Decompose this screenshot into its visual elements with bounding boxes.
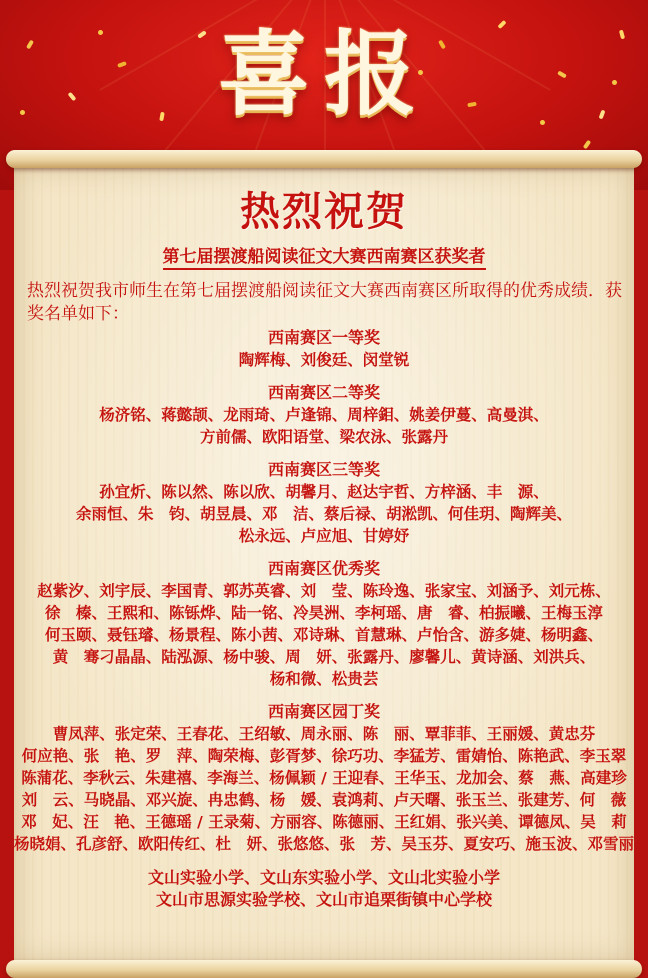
winner-line: 杨济铭、蒋懿颉、龙雨琦、卢逢锦、周梓鉬、姚姜伊蔓、高曼淇、 [99, 406, 549, 424]
award-group-title: 西南赛区二等奖 [267, 383, 380, 402]
main-title: 热烈祝贺 [240, 188, 408, 235]
winner-line: 方前儒、欧阳语堂、梁农泳、张露丹 [199, 428, 448, 446]
school-line: 文山实验小学、文山东实验小学、文山北实验小学 [147, 868, 500, 887]
winner-line: 松永远、卢应旭、甘婷妤 [238, 527, 410, 545]
award-group-title: 西南赛区优秀奖 [267, 559, 380, 578]
award-list [6, 327, 642, 911]
award-group-excellence [6, 558, 642, 690]
winner-line: 杨和微、松贵芸 [269, 670, 379, 688]
teacher-line: 邓 妃、汪 艳、王德瑶 / 王录菊、方丽容、陈德丽、王红娟、张兴美、谭德凤、吴 莉 [21, 813, 627, 831]
award-group-second-prize [6, 382, 642, 448]
award-group-third-prize [6, 459, 642, 547]
teacher-line: 何应艳、张 艳、罗 萍、陶荣梅、彭胥梦、徐巧功、李猛芳、雷婧怡、陈艳武、李玉翠 [21, 747, 627, 765]
teacher-line: 陈蒲花、李秋云、朱建禧、李海兰、杨佩颖 / 王迎春、王华玉、龙加会、蔡 燕、高建珍 [21, 769, 627, 787]
award-group-first-prize [6, 327, 642, 371]
teacher-line: 曹凤萍、张定荣、王春花、王绍敏、周永丽、陈 丽、覃菲菲、王丽媛、黄忠芬 [52, 725, 596, 743]
winner-line: 徐 榛、王熙和、陈铄烨、陆一铭、冷昊洲、李柯瑶、唐 睿、柏振曦、王梅玉淳 [44, 604, 603, 622]
winner-line: 余雨恒、朱 钧、胡昱晨、邓 洁、蔡后禄、胡淞凯、何佳玥、陶辉美、 [75, 505, 572, 523]
subtitle [0, 246, 648, 268]
winner-line: 何玉颐、聂钰璿、杨景程、陈小茜、邓诗琳、首慧琳、卢怡含、游多婕、杨明鑫、 [44, 626, 603, 644]
winner-line: 赵紫汐、刘宇辰、李国青、郭苏英睿、刘 莹、陈玲逸、张家宝、刘涵予、刘元栋、 [37, 582, 611, 600]
intro-text: 热烈祝贺我市师生在第七届摆渡船阅读征文大赛西南赛区所取得的优秀成绩．获奖名单如下： [27, 281, 622, 324]
winner-line: 孙宜炘、陈以然、陈以欣、胡馨月、赵达宇哲、方梓涵、丰 源、 [99, 483, 549, 501]
award-group-title: 西南赛区一等奖 [267, 328, 380, 347]
award-group-gardener [6, 701, 642, 855]
award-group-title: 西南赛区园丁奖 [267, 702, 380, 721]
subtitle-text: 第七届摆渡船阅读征文大赛西南赛区获奖者 [163, 247, 486, 270]
award-group-title: 西南赛区三等奖 [267, 460, 380, 479]
school-line: 文山市思源实验学校、文山市追栗街镇中心学校 [155, 890, 492, 909]
teacher-line: 杨晓娟、孔彦舒、欧阳传红、杜 妍、张悠悠、张 芳、吴玉芬、夏安巧、施玉波、邓雪丽 [13, 835, 634, 853]
winner-line: 黄 骞刁晶晶、陆泓源、杨中骏、周 妍、张露丹、廖馨儿、黄诗涵、刘洪兵、 [52, 648, 596, 666]
school-list [6, 867, 642, 911]
winner-line: 陶辉梅、刘俊廷、闵堂锐 [238, 351, 410, 369]
banner-title: 喜报 [217, 20, 430, 128]
teacher-line: 刘 云、马晓晶、邓兴旋、冉忠鹤、杨 媛、袁鸿莉、卢天曙、张玉兰、张建芳、何 薇 [21, 791, 627, 809]
